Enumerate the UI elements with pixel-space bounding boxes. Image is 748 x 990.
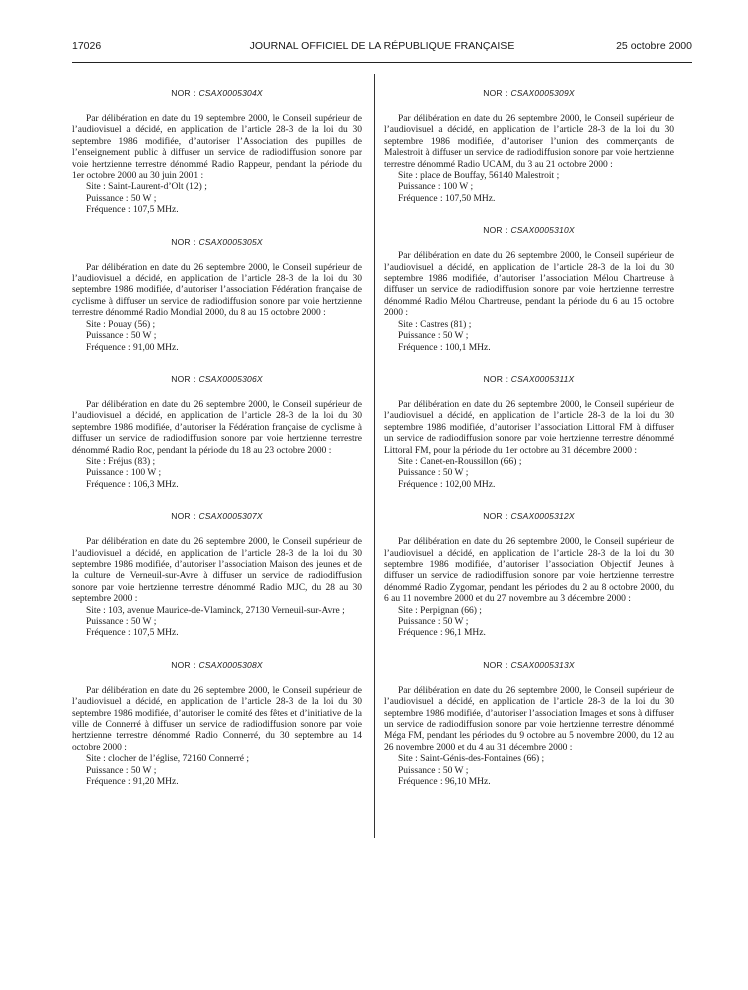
decision-text: Par délibération en date du 26 septembre 2000, le Conseil supérieur de l’audiovisuel a décidé, en application de l’article 28-3 de la loi du 30 septembre 1986 modifiée, d’autoriser la Fédération française de cyclisme à diffuser un service de radiodiffusion sonore par voie hertzienne terrestre dénommé Radio Roc, pendant la période du 18 au 23 octobre 2000 : (72, 399, 362, 456)
nor-reference (72, 374, 362, 384)
power-line: Puissance : 50 W ; (398, 468, 469, 479)
journal-title: JOURNAL OFFICIEL DE LA RÉPUBLIQUE FRANÇAISE (249, 40, 515, 52)
frequency-line: Fréquence : 107,5 MHz. (86, 628, 179, 639)
site-line: Site : Pouay (56) ; (86, 319, 156, 330)
nor-code: CSAX0005309X (510, 88, 575, 98)
nor-label: NOR : (483, 511, 508, 522)
decision-text: Par délibération en date du 19 septembre 2000, le Conseil supérieur de l’audiovisuel a décidé, en application de l’article 28-3 de la loi du 30 septembre 1986 modifiée, d’autoriser l’Association des pupilles de l’enseignement public à diffuser un service de radiodiffusion sonore par voie hertzienne terrestre dénommé Radio Rappeur, pendant la période du 1er octobre 2000 au 30 juin 2001 : (72, 114, 362, 182)
decision-entry (384, 225, 674, 354)
nor-code: CSAX0005310X (510, 225, 575, 236)
nor-code: CSAX0005313X (510, 659, 575, 670)
nor-reference (72, 511, 362, 521)
nor-reference (384, 225, 674, 235)
nor-reference (384, 374, 674, 384)
decision-entry (72, 374, 362, 491)
header-divider (72, 62, 692, 63)
nor-label: NOR : (483, 88, 508, 98)
site-line: Site : place de Bouffay, 56140 Malestroit ; (398, 171, 560, 182)
nor-label: NOR : (171, 88, 196, 98)
site-line: Site : 103, avenue Maurice-de-Vlaminck, 27130 Verneuil-sur-Avre ; (86, 605, 345, 616)
right-column (384, 78, 674, 808)
nor-reference (384, 88, 674, 98)
power-line: Puissance : 50 W ; (398, 617, 469, 627)
decision-text: Par délibération en date du 26 septembre 2000, le Conseil supérieur de l’audiovisuel a décidé, en application de l’article 28-3 de la loi du 30 septembre 1986 modifiée, d’autoriser l’union des commerçants de Malestroit à diffuser un service de radiodiffusion sonore par voie hertzienne terrestre dénommé Radio UCAM, du 3 au 21 octobre 2000 : (384, 114, 674, 170)
decision-entry (384, 660, 674, 789)
nor-label: NOR : (483, 373, 509, 384)
nor-reference (72, 237, 362, 247)
decision-entry (384, 88, 674, 205)
power-line: Puissance : 50 W ; (86, 765, 157, 776)
power-line: Puissance : 50 W ; (86, 617, 157, 627)
nor-code: CSAX0005305X (198, 236, 263, 247)
left-column (72, 78, 362, 808)
power-line: Puissance : 50 W ; (398, 331, 469, 342)
frequency-line: Fréquence : 91,00 MHz. (86, 342, 179, 353)
page-header (72, 40, 692, 54)
power-line: Puissance : 100 W ; (86, 468, 162, 479)
nor-code: CSAX0005308X (198, 659, 263, 670)
nor-code: CSAX0005311X (510, 373, 575, 384)
decision-text: Par délibération en date du 26 septembre 2000, le Conseil supérieur de l’audiovisuel a décidé, en application de l’article 28-3 de la loi du 30 septembre 1986 modifiée, d’autoriser l’association Images et sons à diffuser un service de radiodiffusion sonore par voie hertzienne terrestre dénommé Méga FM, pendant les périodes du 9 octobre au 5 novembre 2000, du 12 au 26 novembre 2000 et du 4 au 31 décembre 2000 : (384, 685, 674, 753)
decision-text: Par délibération en date du 26 septembre 2000, le Conseil supérieur de l’audiovisuel a décidé, en application de l’article 28-3 de la loi du 30 septembre 1986 modifiée, d’autoriser l’association Maison des jeunes et de la culture de Verneuil-sur-Avre à diffuser un service de radiodiffusion sonore par voie hertzienne terrestre dénommé Radio MJC, du 28 au 30 septembre 2000 : (72, 537, 362, 605)
power-line: Puissance : 50 W ; (398, 765, 469, 776)
decision-entry (384, 511, 674, 640)
site-line: Site : Canet-en-Roussillon (66) ; (398, 456, 522, 467)
decision-text: Par délibération en date du 26 septembre 2000, le Conseil supérieur de l’audiovisuel a décidé, en application de l’article 28-3 de la loi du 30 septembre 1986 modifiée, d’autoriser l’association Objectif Jeunes à diffuser un service de radiodiffusion sonore par voie hertzienne terrestre dénommé Radio Zygomar, pendant les périodes du 2 au 8 octobre 2000, du 6 au 11 novembre 2000 et du 27 novembre au 3 décembre 2000 : (384, 537, 674, 605)
nor-reference (384, 511, 674, 521)
site-line: Site : Perpignan (66) ; (398, 605, 482, 616)
decision-text: Par délibération en date du 26 septembre 2000, le Conseil supérieur de l’audiovisuel a décidé, en application de l’article 28-3 de la loi du 30 septembre 1986 modifiée, d’autoriser l’association Mélou Chartreuse à diffuser un service de radiodiffusion sonore par voie hertzienne terrestre dénommé Radio Mélou Chartreuse, pendant la période du 6 au 15 octobre 2000 : (384, 251, 674, 319)
nor-label: NOR : (171, 659, 196, 670)
site-line: Site : Castres (81) ; (398, 319, 472, 330)
decision-text: Par délibération en date du 26 septembre 2000, le Conseil supérieur de l’audiovisuel a décidé, en application de l’article 28-3 de la loi du 30 septembre 1986 modifiée, d’autoriser l’association Littoral FM à diffuser un service de radiodiffusion sonore par voie hertzienne terrestre dénommé Littoral FM, pour la période du 1er octobre au 31 décembre 2000 : (384, 399, 674, 456)
issue-date: 25 octobre 2000 (616, 40, 692, 52)
frequency-line: Fréquence : 91,20 MHz. (86, 777, 179, 788)
column-divider (374, 74, 375, 838)
frequency-line: Fréquence : 107,5 MHz. (86, 205, 179, 216)
site-line: Site : Saint-Génis-des-Fontaines (66) ; (398, 754, 545, 765)
site-line: Site : Fréjus (83) ; (86, 456, 156, 467)
site-line: Site : clocher de l’église, 72160 Connerré ; (86, 754, 250, 765)
frequency-line: Fréquence : 107,50 MHz. (398, 193, 496, 204)
nor-label: NOR : (171, 373, 196, 384)
nor-reference (72, 88, 362, 98)
frequency-line: Fréquence : 106,3 MHz. (86, 479, 179, 490)
site-line: Site : Saint-Laurent-d’Olt (12) ; (86, 182, 207, 193)
decision-entry (72, 237, 362, 354)
nor-reference (72, 660, 362, 670)
frequency-line: Fréquence : 102,00 MHz. (398, 479, 496, 490)
power-line: Puissance : 50 W ; (86, 193, 157, 204)
nor-code: CSAX0005312X (510, 511, 575, 522)
decision-entry (384, 374, 674, 491)
page-number: 17026 (72, 40, 102, 52)
decision-entry (72, 660, 362, 789)
nor-code: CSAX0005304X (198, 88, 263, 98)
decision-text: Par délibération en date du 26 septembre 2000, le Conseil supérieur de l’audiovisuel a décidé, en application de l’article 28-3 de la loi du 30 septembre 1986 modifiée, d’autoriser l’association Fédération française de cyclisme à diffuser un service de radiodiffusion sonore par voie hertzienne terrestre dénommé Radio Mondial 2000, du 8 au 15 octobre 2000 : (72, 262, 362, 319)
nor-label: NOR : (483, 659, 508, 670)
decision-text: Par délibération en date du 26 septembre 2000, le Conseil supérieur de l’audiovisuel a décidé, en application de l’article 28-3 de la loi du 30 septembre 1986 modifiée, d’autoriser le comité des fêtes et d’initiative de la ville de Connerré à diffuser un service de radiodiffusion sonore par voie hertzienne terrestre dénommé Radio Connerré, du 30 septembre au 14 octobre 2000 : (72, 685, 362, 753)
decision-entry (72, 511, 362, 640)
decision-entry (72, 88, 362, 217)
frequency-line: Fréquence : 96,10 MHz. (398, 777, 491, 788)
nor-label: NOR : (171, 511, 196, 522)
frequency-line: Fréquence : 100,1 MHz. (398, 342, 491, 353)
nor-label: NOR : (171, 236, 196, 247)
nor-code: CSAX0005307X (198, 511, 263, 522)
nor-code: CSAX0005306X (198, 373, 263, 384)
power-line: Puissance : 100 W ; (398, 182, 474, 193)
nor-reference (384, 660, 674, 670)
nor-label: NOR : (483, 225, 508, 236)
frequency-line: Fréquence : 96,1 MHz. (398, 628, 486, 639)
power-line: Puissance : 50 W ; (86, 331, 157, 342)
